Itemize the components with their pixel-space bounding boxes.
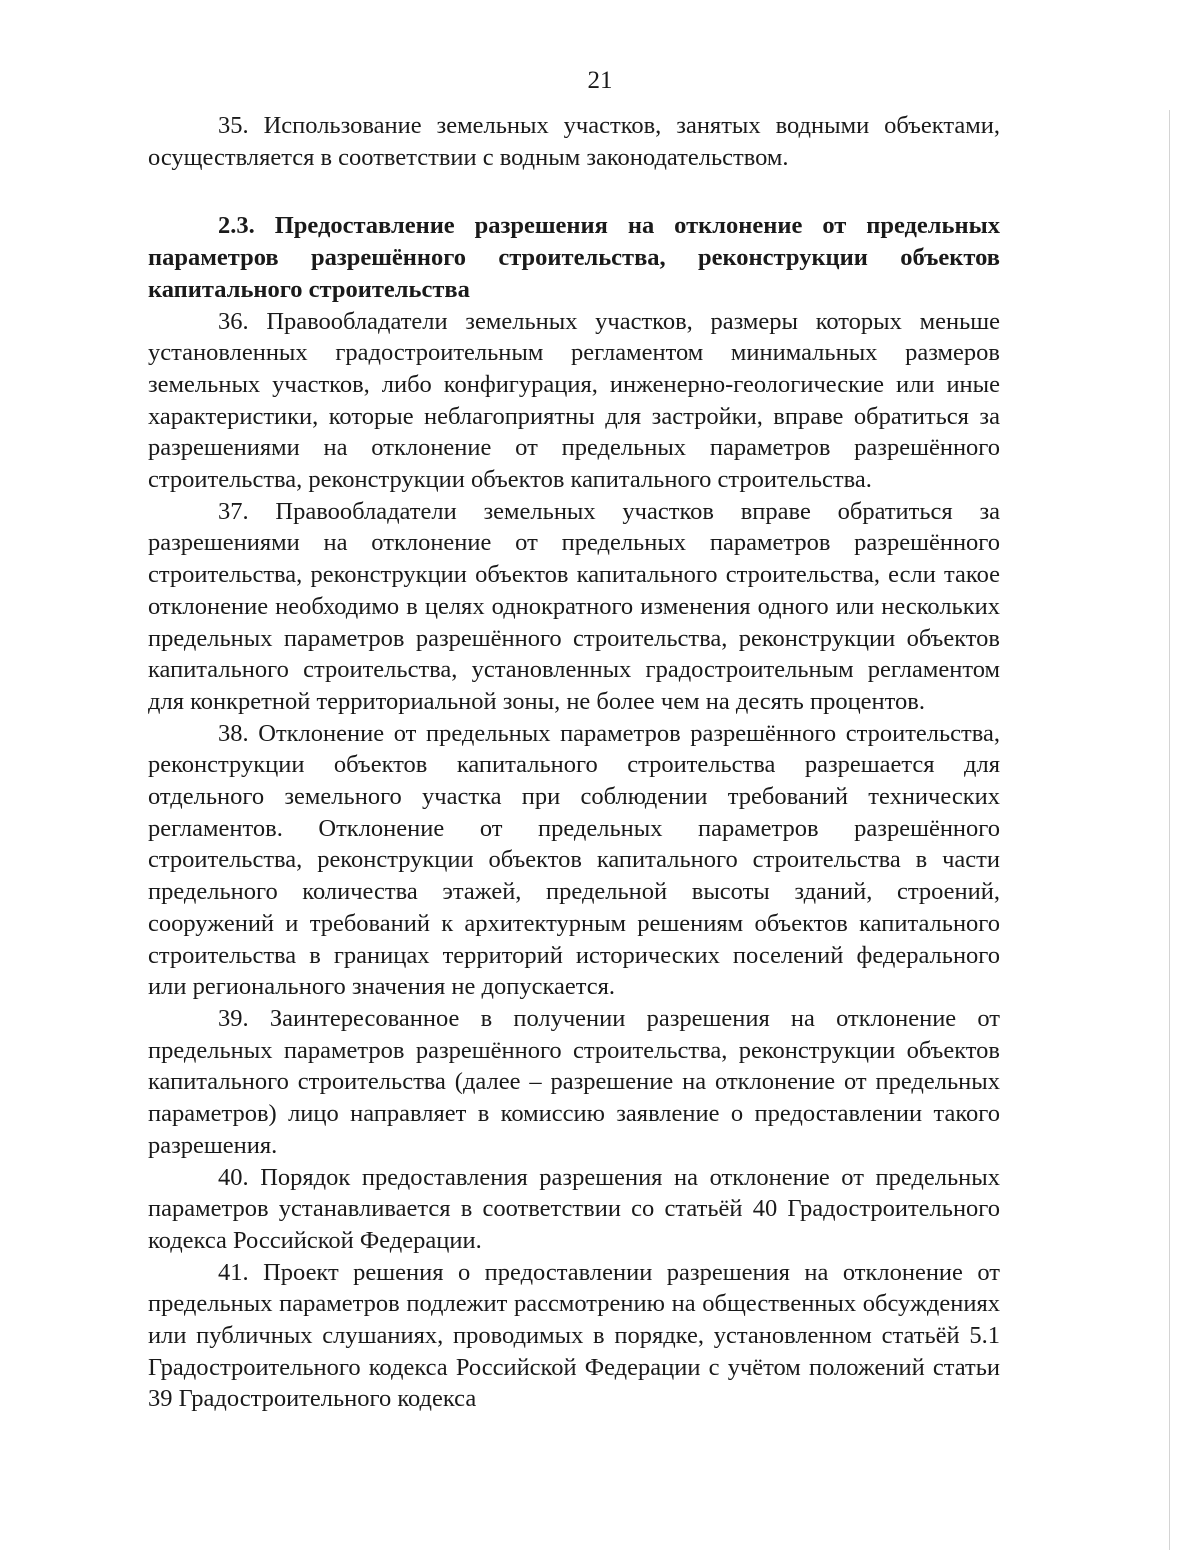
document-body xyxy=(148,110,1000,1415)
paragraph-38: 38. Отклонение от предельных параметров разрешённого строительства, реконструкции объектов капитального строительства разрешается для отдельного земельного участка при соблюдении требований технических регламентов. Отклонение от предельных параметров разрешённого строительства, реконструкции объектов капитального строительства в части предельного количества этажей, предельной высоты зданий, строений, сооружений и требований к архитектурным решениям объектов капитального строительства в границах территорий исторических поселений федерального или регионального значения не допускается. xyxy=(148,719,1000,1001)
paragraph-39: 39. Заинтересованное в получении разрешения на отклонение от предельных параметров разрешённого строительства, реконструкции объектов капитального строительства (далее – разрешение на отклонение от предельных параметров) лицо направляет в комиссию заявление о предоставлении такого разрешения. xyxy=(148,1004,1000,1159)
section-heading: 2.3. Предоставление разрешения на отклонение от предельных параметров разрешённого строительства, реконструкции объектов капитального строительства xyxy=(148,212,1000,303)
page-number: 21 xyxy=(587,67,613,94)
paragraph-35: 35. Использование земельных участков, занятых водными объектами, осуществляется в соответствии с водным законодательством. xyxy=(148,112,1000,171)
paragraph-40: 40. Порядок предоставления разрешения на отклонение от предельных параметров устанавливается в соответствии со статьёй 40 Градостроительного кодекса Российской Федерации. xyxy=(148,1163,1000,1254)
paragraph-36: 36. Правообладатели земельных участков, размеры которых меньше установленных градостроительным регламентом минимальных размеров земельных участков, либо конфигурация, инженерно-геологические или иные характеристики, которые неблагоприятны для застройки, вправе обратиться за разрешениями на отклонение от предельных параметров разрешённого строительства, реконструкции объектов капитального строительства. xyxy=(148,307,1000,494)
scan-edge-line xyxy=(1169,110,1170,1550)
paragraph-41: 41. Проект решения о предоставлении разрешения на отклонение от предельных параметров подлежит рассмотрению на общественных обсуждениях или публичных слушаниях, проводимых в порядке, установленном статьёй 5.1 Градостроительного кодекса Российской Федерации с учётом положений статьи 39 Градостроительного кодекса xyxy=(148,1258,1000,1413)
paragraph-37: 37. Правообладатели земельных участков вправе обратиться за разрешениями на отклонение от предельных параметров разрешённого строительства, реконструкции объектов капитального строительства, если такое отклонение необходимо в целях однократного изменения одного или нескольких предельных параметров разрешённого строительства, реконструкции объектов капитального строительства, установленных градостроительным регламентом для конкретной территориальной зоны, не более чем на десять процентов. xyxy=(148,497,1000,715)
